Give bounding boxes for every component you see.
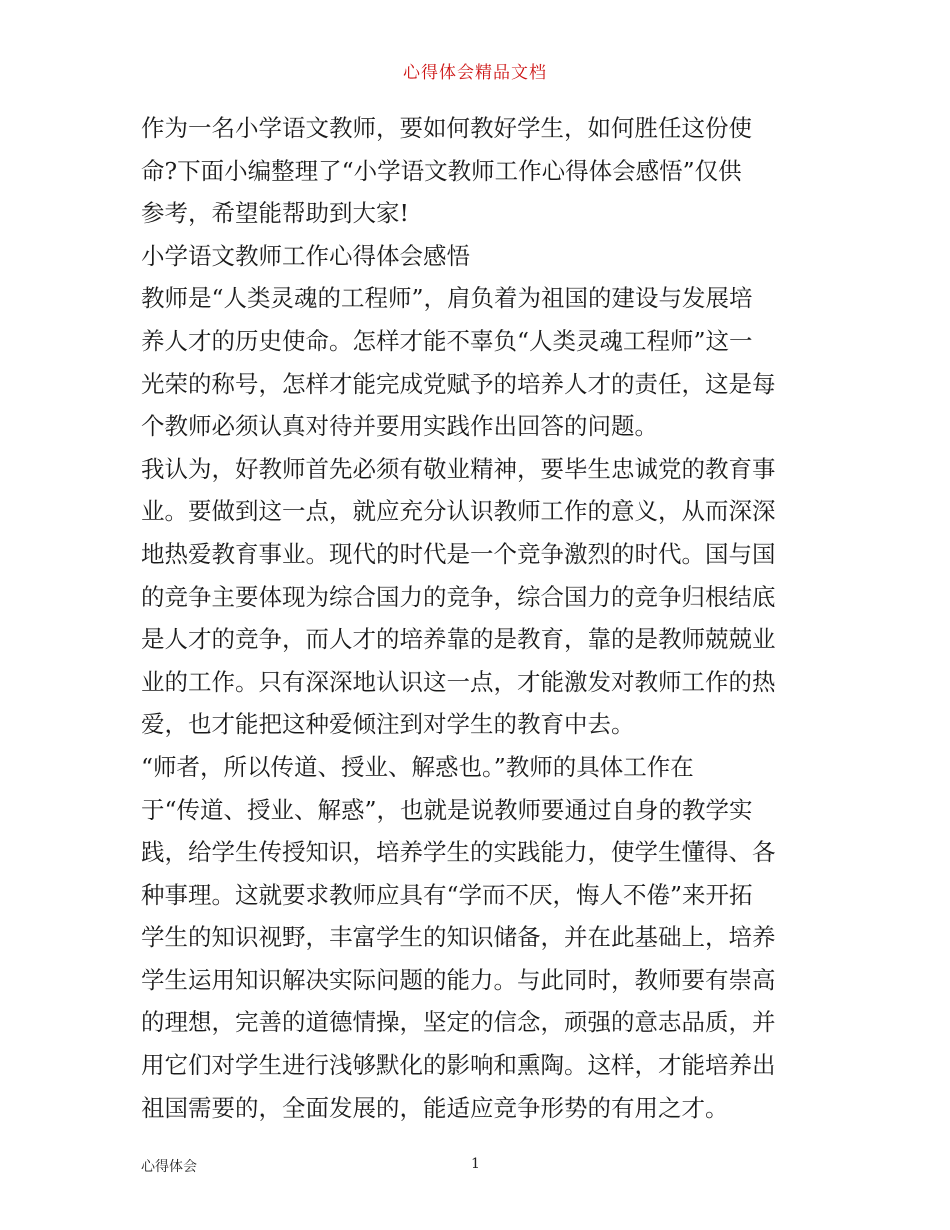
text-line: 的理想，完善的道德情操，坚定的信念，顽强的意志品质，并	[141, 1008, 776, 1037]
text-line: 的竞争主要体现为综合国力的竞争，综合国力的竞争归根结底	[141, 582, 776, 611]
text-line: 地热爱教育事业。现代的时代是一个竞争激烈的时代。国与国	[141, 539, 776, 568]
text-line: 个教师必须认真对待并要用实践作出回答的问题。	[141, 412, 658, 441]
text-line: 命?下面小编整理了“小学语文教师工作心得体会感悟”仅供	[141, 156, 742, 185]
text-line: 参考，希望能帮助到大家!	[141, 199, 409, 228]
text-line: 养人才的历史使命。怎样才能不辜负“人类灵魂工程师”这一	[141, 326, 753, 355]
text-line: 祖国需要的，全面发展的，能适应竞争形势的有用之才。	[141, 1093, 729, 1122]
text-line: “师者，所以传道、授业、解惑也。”教师的具体工作在	[141, 752, 694, 781]
text-line: 光荣的称号，怎样才能完成党赋予的培养人才的责任，这是每	[141, 369, 776, 398]
text-line: 我认为，好教师首先必须有敬业精神，要毕生忠诚党的教育事	[141, 454, 776, 483]
text-line: 用它们对学生进行浅够默化的影响和熏陶。这样，才能培养出	[141, 1051, 776, 1080]
footer-label: 心得体会	[141, 1159, 197, 1175]
text-line: 作为一名小学语文教师，要如何教好学生，如何胜任这份使	[141, 114, 752, 142]
header-title: 心得体会精品文档	[403, 63, 547, 83]
body-text	[141, 107, 817, 1129]
text-line: 业的工作。只有深深地认识这一点，才能激发对教师工作的热	[141, 667, 776, 696]
text-line: 践，给学生传授知识，培养学生的实践能力，使学生懂得、各	[141, 838, 776, 867]
section-heading: 小学语文教师工作心得体会感悟	[141, 241, 470, 270]
text-line: 业。要做到这一点，就应充分认识教师工作的意义，从而深深	[141, 497, 776, 526]
page-number: 1	[471, 1156, 480, 1172]
text-line: 种事理。这就要求教师应具有“学而不厌，悔人不倦”来开拓	[141, 880, 753, 909]
text-line: 学生运用知识解决实际问题的能力。与此同时，教师要有崇高	[141, 965, 776, 994]
text-line: 爱，也才能把这种爱倾注到对学生的教育中去。	[141, 710, 635, 739]
text-line: 教师是“人类灵魂的工程师”，肩负着为祖国的建设与发展培	[141, 284, 753, 313]
text-line: 学生的知识视野，丰富学生的知识储备，并在此基础上，培养	[141, 923, 776, 952]
text-line: 是人才的竞争，而人才的培养靠的是教育，靠的是教师兢兢业	[141, 625, 776, 654]
text-line: 于“传道、授业、解惑”，也就是说教师要通过自身的教学实	[141, 795, 753, 824]
